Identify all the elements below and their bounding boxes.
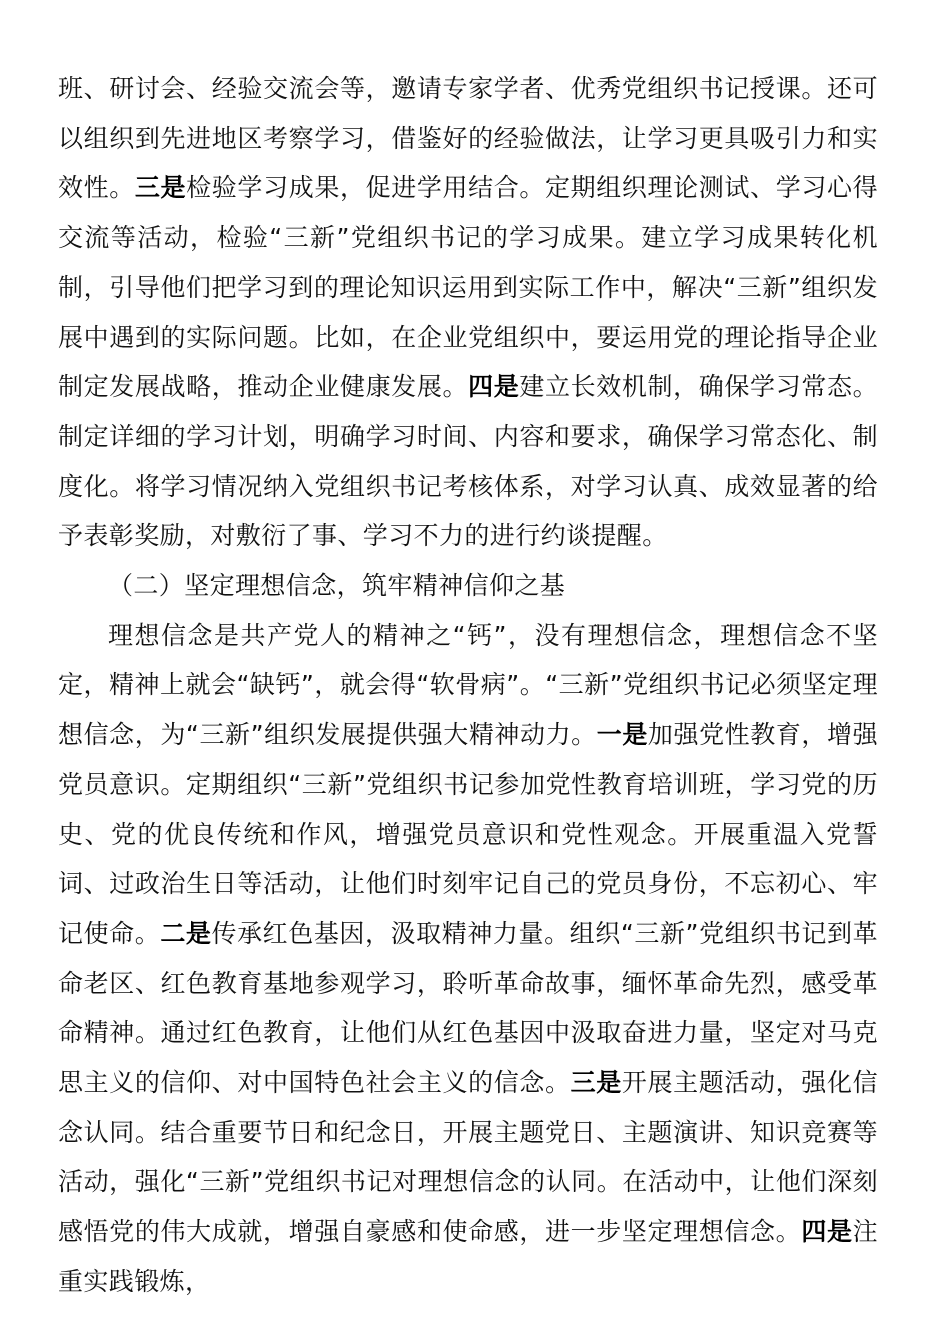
keyword-si-shi: 四是 [468, 372, 520, 402]
paragraph-1-text-1: 班、研讨会、经验交流会等，邀请专家学者、优秀党组织书记授课。还可以组织到先进地区考察学习，借鉴好的经验做法，让学习更具吸引力和实效性。 [58, 74, 878, 203]
section-heading: （二）坚定理想信念，筑牢精神信仰之基 [108, 571, 566, 601]
keyword-san-shi-2: 三是 [570, 1068, 622, 1098]
paragraph-2-text-1: 理想信念是共产党人的精神之“钙”，没有理想信念，理想信念不坚定，精神上就会“缺钙”，就会得“软骨病”。“三新”党组织书记必须坚定理想信念，为“三新”组织发展提供强大精神动力。 [58, 620, 878, 750]
paragraph-1-text-2: 检验学习成果，促进学用结合。定期组织理论测试、学习心得交流等活动，检验“三新”党组织书记的学习成果。建立学习成果转化机制，引导他们把学习到的理论知识运用到实际工作中，解决“三新”组织发展中遇到的实际问题。比如，在企业党组织中，要运用党的理论指导企业制定发展战略，推动企业健康发展。 [58, 173, 878, 402]
paragraph-2-text-2: 加强党性教育，增强党员意识。定期组织“三新”党组织书记参加党性教育培训班，学习党的历史、党的优良传统和作风，增强党员意识和党性观念。开展重温入党誓词、过政治生日等活动，让他们时刻牢记自己的党员身份，不忘初心、牢记使命。 [58, 720, 878, 948]
document-body [58, 64, 878, 1307]
keyword-er-shi: 二是 [160, 918, 212, 948]
keyword-yi-shi: 一是 [596, 720, 648, 750]
paragraph-2-text-3: 传承红色基因，汲取精神力量。组织“三新”党组织书记到革命老区、红色教育基地参观学习，聆听革命故事，缅怀革命先烈，感受革命精神。通过红色教育，让他们从红色基因中汲取奋进力量，坚定对马克思主义的信仰、对中国特色社会主义的信念。 [58, 918, 878, 1098]
keyword-si-shi-2: 四是 [801, 1217, 853, 1247]
paragraph-2-text-4: 开展主题活动，强化信念认同。结合重要节日和纪念日，开展主题党日、主题演讲、知识竞赛等活动，强化“三新”党组织书记对理想信念的认同。在活动中，让他们深刻感悟党的伟大成就，增强自豪感和使命感，进一步坚定理想信念。 [58, 1068, 878, 1247]
paragraph-1 [58, 64, 878, 561]
paragraph-2 [58, 611, 878, 1307]
paragraph-1-text-3: 建立长效机制，确保学习常态。制定详细的学习计划，明确学习时间、内容和要求，确保学习常态化、制度化。将学习情况纳入党组织书记考核体系，对学习认真、成效显著的给予表彰奖励，对敷衍了事、学习不力的进行约谈提醒。 [58, 372, 878, 551]
keyword-san-shi: 三是 [134, 173, 187, 203]
paragraph-2-text-5: 注重实践锻炼， [58, 1217, 878, 1296]
